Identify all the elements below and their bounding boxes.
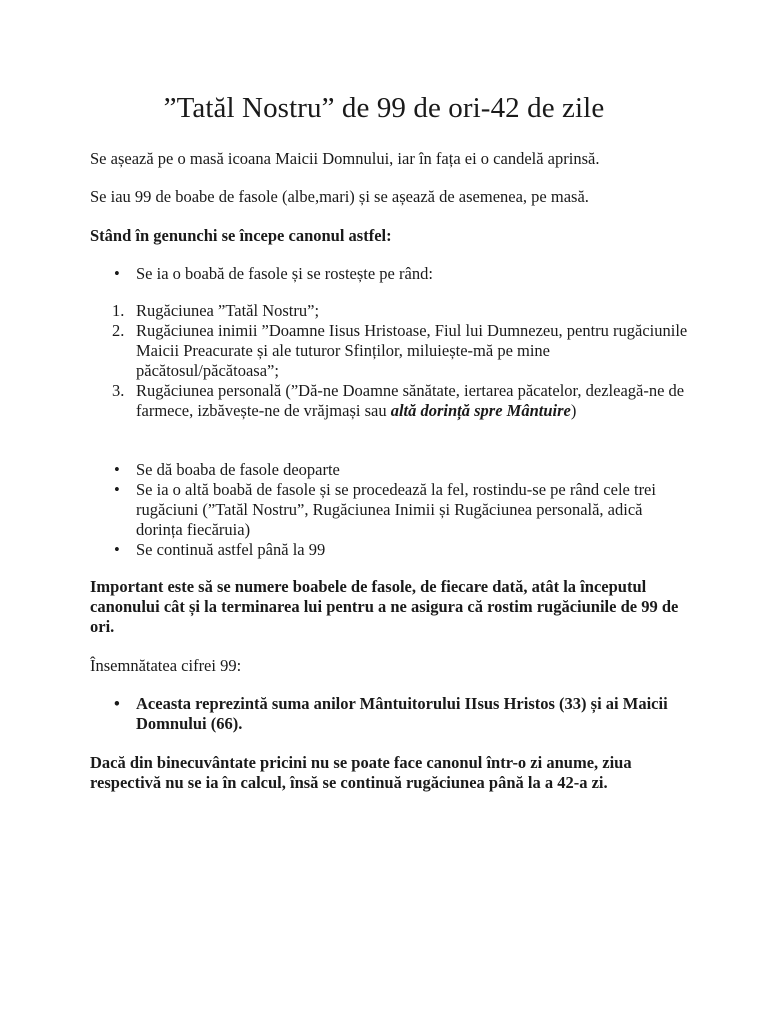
list-item-text: Se continuă astfel până la 99 xyxy=(136,540,326,559)
list-item-italic-text: altă dorință spre Mântuire xyxy=(390,401,571,420)
paragraph-important: Important este să se numere boabele de fasole, de fiecare dată, atât la începutul canonului cât și la terminarea lui pentru a ne asigura că rostim rugăciunile de 99 de ori. xyxy=(90,577,679,636)
list-item-text: Aceasta reprezintă suma anilor Mântuitorului IIsus Hristos (33) și ai Maicii Domnului (66). xyxy=(136,694,668,733)
list-item-text: Se dă boaba de fasole deoparte xyxy=(136,460,340,479)
list-item xyxy=(90,264,690,284)
bullet-list-first xyxy=(90,264,690,284)
list-item-text: Se ia o altă boabă de fasole și se procedează la fel, rostindu-se pe rând cele trei rugăciuni (”Tatăl Nostru”, Rugăciunea Inimii și Rugăciunea personală, adică dorința fiecăruia) xyxy=(136,480,656,539)
bullet-list-second xyxy=(90,460,690,560)
list-item-prayer-2 xyxy=(90,321,690,381)
document-title: ”Tatăl Nostru” de 99 de ori-42 de zile xyxy=(163,92,605,124)
list-item-text: Rugăciunea ”Tatăl Nostru”; xyxy=(136,301,320,320)
paragraph-kneeling: Stând în genunchi se începe canonul astfel: xyxy=(90,226,392,245)
list-item-prayer-1 xyxy=(90,301,690,321)
bullet-list-third xyxy=(90,694,690,734)
paragraph-meaning-heading: Însemnătatea cifrei 99: xyxy=(90,656,242,675)
paragraph-missed-day: Dacă din binecuvântate pricini nu se poate face canonul într-o zi anume, ziua respectivă nu se ia în calcul, însă se continuă rugăciunea până la a 42-a zi. xyxy=(90,753,632,792)
list-item xyxy=(90,540,690,560)
paragraph-beans: Se iau 99 de boabe de fasole (albe,mari) și se așează de asemenea, pe masă. xyxy=(90,187,589,206)
list-number: 1. xyxy=(112,301,125,320)
list-number: 3. xyxy=(112,381,125,400)
list-item xyxy=(90,694,690,734)
list-item-text: Rugăciunea personală (”Dă-ne Doamne sănătate, iertarea păcatelor, dezleagă-ne de farmece, izbăvește-ne de vrăjmași sau xyxy=(136,381,685,420)
list-number: 2. xyxy=(112,321,125,340)
paragraph-icon-placement: Se așează pe o masă icoana Maicii Domnului, iar în fața ei o candelă aprinsă. xyxy=(90,149,600,168)
list-item-prayer-3 xyxy=(90,381,690,421)
list-item xyxy=(90,480,690,540)
list-item-text: Se ia o boabă de fasole și se rostește pe rând: xyxy=(136,264,433,283)
list-item xyxy=(90,460,690,480)
list-item-text-end: ) xyxy=(570,401,577,420)
numbered-prayer-list xyxy=(90,301,690,421)
list-item-text: Rugăciunea inimii ”Doamne Iisus Hristoase, Fiul lui Dumnezeu, pentru rugăciunile Maicii Preacurate și ale tuturor Sfinților, miluiește-mă pe mine păcătosul/păcătoasa”; xyxy=(136,321,688,380)
